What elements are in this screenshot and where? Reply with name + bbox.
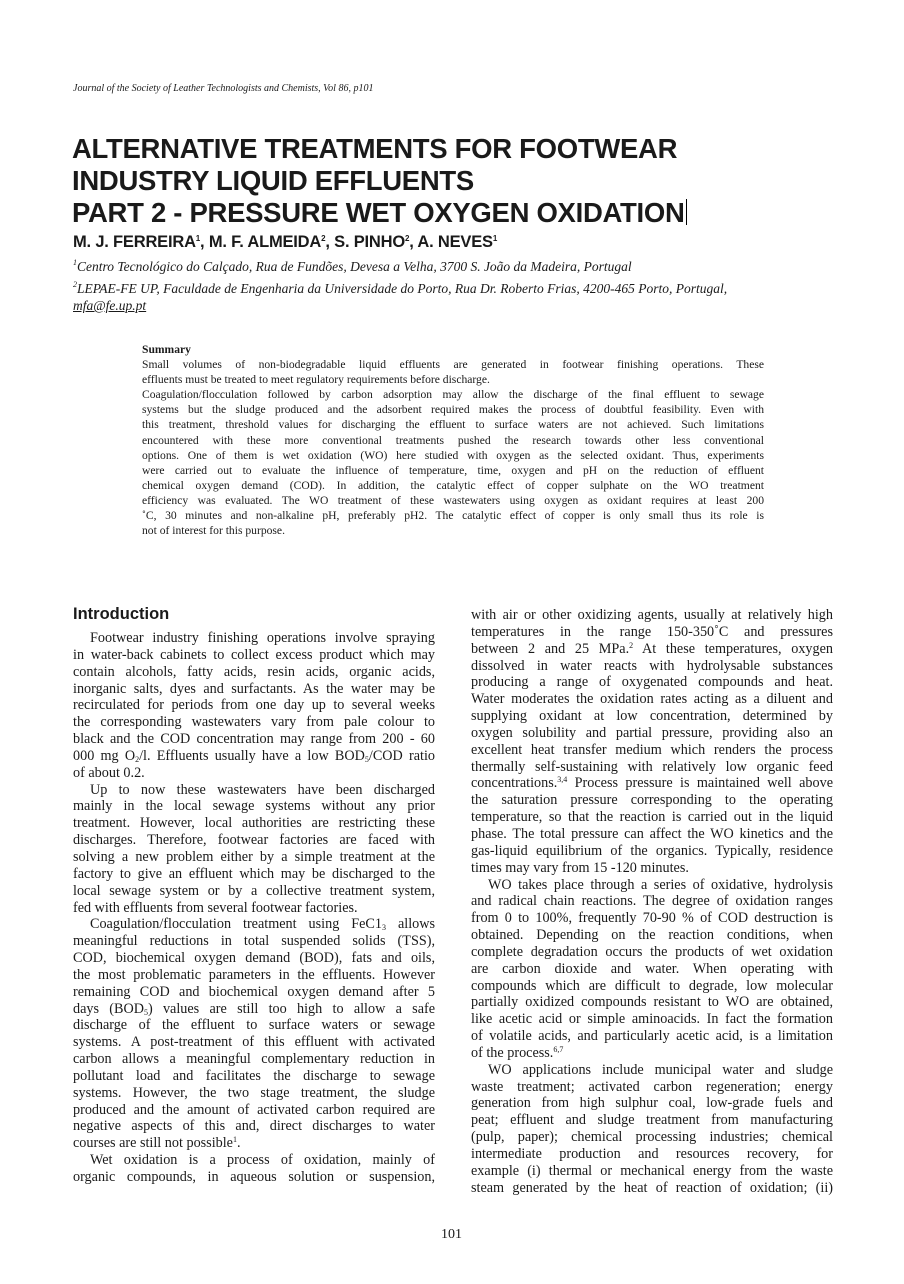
text-line bbox=[471, 1079, 833, 1096]
text-line bbox=[471, 1146, 833, 1163]
text-segment: of the process. bbox=[471, 1044, 554, 1061]
text-segment: systems. A post-treatment of this effluent with activated bbox=[73, 1034, 435, 1051]
text-cursor bbox=[686, 199, 687, 225]
author-list bbox=[73, 233, 497, 252]
text-line bbox=[73, 798, 435, 815]
text-line bbox=[73, 1017, 435, 1034]
text-segment: pollutant load and facilitates the discharge to sewage bbox=[73, 1067, 435, 1084]
text-line bbox=[73, 900, 435, 917]
text-line bbox=[73, 1169, 435, 1186]
text-segment: courses are still not possible bbox=[73, 1135, 233, 1152]
paper-title bbox=[72, 133, 687, 229]
text-segment: . bbox=[236, 1135, 241, 1152]
text-segment: days (BOD bbox=[73, 1000, 144, 1017]
text-segment: /COD ratio bbox=[368, 747, 435, 764]
text-line bbox=[73, 731, 435, 748]
author-separator: , bbox=[409, 233, 418, 251]
summary-line: chemical oxygen demand (COD). In addition, the catalytic effect of copper sulphate on the WO treatment bbox=[142, 478, 764, 492]
author-separator: , bbox=[325, 233, 335, 251]
text-line bbox=[73, 849, 435, 866]
text-line bbox=[73, 714, 435, 731]
text-segment: thermally self-sustaining with relatively low organic feed bbox=[471, 758, 833, 775]
text-line bbox=[471, 691, 833, 708]
text-line bbox=[73, 765, 435, 782]
text-segment: mainly in the local sewage systems without any prior bbox=[73, 798, 435, 815]
text-segment: obtained. Depending on the reaction conditions, when bbox=[471, 927, 833, 944]
summary-line: efficiency was evaluated. The WO treatment of these wastewaters using oxygen as oxidant requires at least 200 bbox=[142, 493, 764, 507]
text-segment: waste treatment; activated carbon regeneration; energy bbox=[471, 1078, 833, 1095]
text-segment: compounds which are difficult to degrade, low molecular bbox=[471, 977, 833, 994]
text-line bbox=[471, 1112, 833, 1129]
summary-line: this treatment, threshold values for discharging the effluent to surface waters are not achieved. Such limitations bbox=[142, 418, 764, 432]
text-segment: fed with effluents from several footwear factories. bbox=[73, 899, 358, 916]
right-column bbox=[471, 607, 833, 1197]
text-segment: like acetic acid or simple aminoacids. In fact the formation bbox=[471, 1011, 833, 1028]
author-separator: , bbox=[200, 233, 209, 251]
text-line bbox=[73, 1118, 435, 1135]
text-segment: WO applications include municipal water and sludge bbox=[488, 1061, 833, 1078]
text-segment: recirculated for periods from one day up to several weeks bbox=[73, 697, 435, 714]
text-segment: remaining COD and biochemical oxygen demand after 5 bbox=[73, 983, 435, 1000]
summary-section bbox=[142, 342, 764, 538]
left-column bbox=[73, 604, 435, 1186]
text-segment: of volatile acids, and particularly acetic acid, is a limitation bbox=[471, 1028, 833, 1045]
superscript-citation: 6,7 bbox=[553, 1044, 564, 1054]
text-segment: excellent heat transfer medium which renders the process bbox=[471, 741, 833, 758]
title-line: ALTERNATIVE TREATMENTS FOR FOOTWEAR bbox=[72, 133, 678, 164]
author bbox=[334, 233, 417, 251]
journal-header: Journal of the Society of Leather Technologists and Chemists, Vol 86, p101 bbox=[73, 83, 374, 94]
text-line bbox=[471, 775, 833, 792]
text-segment: systems. However, the two stage treatment, the sludge bbox=[73, 1084, 435, 1101]
text-segment: with air or other oxidizing agents, usually at relatively high bbox=[471, 607, 833, 623]
author-name: M. J. FERREIRA bbox=[73, 233, 196, 251]
affiliation-mark: 2 bbox=[404, 234, 410, 243]
text-segment: Footwear industry finishing operations involve spraying bbox=[90, 630, 435, 646]
text-segment: /l. Effluents usually have a low BOD bbox=[139, 747, 365, 764]
text-segment: oxygen solubility and partial pressure, providing also an bbox=[471, 724, 833, 741]
summary-line: not of interest for this purpose. bbox=[142, 524, 285, 538]
text-segment: temperatures in the range 150-350˚C and pressures bbox=[471, 623, 833, 640]
author-name: M. F. ALMEIDA bbox=[208, 233, 322, 251]
text-line bbox=[471, 624, 833, 641]
text-line bbox=[73, 1034, 435, 1051]
text-line bbox=[471, 944, 833, 961]
text-segment: inorganic salts, dyes and surfactants. As the water may be bbox=[73, 680, 435, 697]
text-line bbox=[471, 658, 833, 675]
text-line bbox=[73, 832, 435, 849]
text-line bbox=[471, 1095, 833, 1112]
text-segment: allows bbox=[386, 916, 436, 933]
left-column-body bbox=[73, 630, 435, 1186]
text-segment: example (i) thermal or mechanical energy from the waste bbox=[471, 1162, 833, 1179]
summary-line: options. One of them is wet oxidation (WO) here studied with oxygen as the selected oxidant. Thus, experiments bbox=[142, 448, 764, 462]
text-segment: organic compounds, in aqueous solution or suspension, bbox=[73, 1169, 435, 1185]
text-segment: are carbon dioxide and water. When operating with bbox=[471, 960, 833, 977]
text-segment: intermediate production and resources recovery, for bbox=[471, 1146, 833, 1162]
text-line bbox=[471, 809, 833, 826]
text-line bbox=[73, 984, 435, 1001]
text-line bbox=[73, 866, 435, 883]
text-segment: 000 mg O bbox=[73, 747, 136, 764]
text-line bbox=[471, 927, 833, 944]
text-segment: discharges. Therefore, footwear factories are faced with bbox=[73, 832, 435, 849]
email-link[interactable]: mfa@fe.up.pt bbox=[73, 298, 147, 313]
author-name: S. PINHO bbox=[334, 233, 405, 251]
text-line bbox=[471, 910, 833, 927]
text-line bbox=[73, 697, 435, 714]
title-line bbox=[72, 197, 687, 229]
text-segment: At these temperatures, oxygen bbox=[633, 640, 833, 657]
text-segment: temperature, so that the reaction is carried out in the liquid bbox=[471, 809, 833, 826]
summary-line: were carried out to evaluate the influence of temperature, time, oxygen and pH on the reduction of effluent bbox=[142, 463, 764, 477]
summary-line: encountered with these more conventional treatments pushed the research towards other less conventional bbox=[142, 433, 764, 447]
text-line bbox=[73, 782, 435, 799]
text-line bbox=[471, 1163, 833, 1180]
text-segment: peat; effluent and sludge treatment from manufacturing bbox=[471, 1112, 833, 1129]
text-line bbox=[73, 1102, 435, 1119]
text-segment: factory to give an effluent which may be discharged to the bbox=[73, 865, 435, 882]
subscript: 5 bbox=[143, 1007, 148, 1017]
text-line bbox=[73, 748, 435, 765]
text-segment: from 0 to 100%, frequently 70-90 % of COD destruction is bbox=[471, 910, 833, 927]
text-segment: gas-liquid equilibrium of the organics. Typically, residence bbox=[471, 842, 833, 859]
text-segment: contain alcohols, fatty acids, resin acids, organic acids, bbox=[73, 663, 435, 680]
text-line bbox=[471, 860, 833, 877]
text-line bbox=[471, 961, 833, 978]
affiliation-1 bbox=[73, 259, 632, 275]
affiliation-mark: 2 bbox=[73, 280, 77, 289]
text-line bbox=[471, 1180, 833, 1197]
text-line bbox=[471, 759, 833, 776]
text-segment: the most problematic parameters in the effluents. However bbox=[73, 966, 435, 983]
text-line bbox=[471, 893, 833, 910]
affiliation-mark: 1 bbox=[195, 234, 201, 243]
text-line bbox=[471, 994, 833, 1011]
superscript-citation: 2 bbox=[629, 640, 634, 650]
text-line bbox=[73, 967, 435, 984]
text-segment: between 2 and 25 MPa. bbox=[471, 640, 630, 657]
text-segment: producing a range of oxygenated compounds and heat. bbox=[471, 674, 833, 691]
affiliation-mark: 1 bbox=[492, 234, 498, 243]
text-segment: carbon allows a meaningful complementary reduction in bbox=[73, 1051, 435, 1068]
text-line bbox=[471, 792, 833, 809]
page-number: 101 bbox=[441, 1227, 462, 1242]
text-line bbox=[73, 1068, 435, 1085]
text-line bbox=[471, 826, 833, 843]
text-segment: Coagulation/flocculation treatment using FeC1 bbox=[90, 916, 382, 933]
text-line bbox=[73, 883, 435, 900]
text-line bbox=[73, 950, 435, 967]
text-line bbox=[73, 664, 435, 681]
text-line bbox=[471, 1011, 833, 1028]
text-line bbox=[471, 742, 833, 759]
affiliation-2 bbox=[73, 281, 727, 297]
text-line bbox=[73, 647, 435, 664]
text-segment: the saturation pressure corresponding to the operating bbox=[471, 792, 833, 809]
text-segment: solving a new problem either by a simple treatment at the bbox=[73, 848, 435, 865]
author bbox=[73, 233, 209, 251]
text-line bbox=[73, 630, 435, 647]
author bbox=[209, 233, 334, 251]
text-line bbox=[471, 978, 833, 995]
text-segment: times may vary from 15 -120 minutes. bbox=[471, 859, 689, 876]
section-heading-introduction: Introduction bbox=[73, 605, 170, 623]
superscript-citation: 3,4 bbox=[557, 775, 568, 785]
author bbox=[417, 233, 497, 251]
title-line-text: PART 2 - PRESSURE WET OXYGEN OXIDATION bbox=[72, 197, 685, 228]
summary-line: ˚C, 30 minutes and non-alkaline pH, preferably pH2. The catalytic effect of copper is only small thus its role is bbox=[142, 509, 764, 523]
text-line bbox=[471, 1045, 833, 1062]
summary-line: systems but the sludge produced and the adsorbent required makes the process of doubtful feasibility. Even with bbox=[142, 403, 764, 417]
text-segment: (pulp, paper); chemical processing industries; chemical bbox=[471, 1129, 833, 1146]
text-line bbox=[471, 877, 833, 894]
text-line bbox=[471, 708, 833, 725]
text-segment: Up to now these wastewaters have been discharged bbox=[90, 781, 435, 798]
affiliation-mark: 2 bbox=[321, 234, 326, 243]
subscript: 2 bbox=[135, 754, 140, 764]
text-line bbox=[73, 916, 435, 933]
text-segment: dissolved in water reacts with hydrolysable substances bbox=[471, 657, 833, 674]
text-segment: local sewage system or by a collective treatment system, bbox=[73, 882, 435, 899]
summary-body bbox=[142, 357, 764, 538]
text-segment: generation from high sulphur coal, low-grade fuels and bbox=[471, 1095, 833, 1112]
text-segment: ) values are still too high to allow a safe bbox=[147, 1000, 436, 1017]
text-segment: supplying oxidant at low concentration, determined by bbox=[471, 708, 833, 725]
text-segment: discharge of the effluent to surface waters or sewage bbox=[73, 1017, 435, 1034]
text-segment: meaningful reductions in total suspended solids (TSS), bbox=[73, 933, 435, 950]
subscript: 5 bbox=[364, 754, 369, 764]
right-column-body bbox=[471, 607, 833, 1197]
text-segment: Process pressure is maintained well above bbox=[567, 775, 833, 792]
text-segment: black and the COD concentration may range from 200 - 60 bbox=[73, 731, 435, 748]
subscript: 3 bbox=[382, 923, 386, 933]
summary-line: Coagulation/flocculation followed by carbon adsorption may allow the discharge of the final effluent to sewage bbox=[142, 388, 764, 402]
text-line bbox=[73, 1051, 435, 1068]
text-segment: concentrations. bbox=[471, 775, 558, 792]
affiliation-text: LEPAE-FE UP, Faculdade de Engenharia da Universidade do Porto, Rua Dr. Roberto Frias, 4200-465 Porto, Portugal, bbox=[77, 281, 728, 296]
text-line bbox=[73, 933, 435, 950]
text-segment: phase. The total pressure can affect the WO kinetics and the bbox=[471, 825, 833, 842]
text-segment: steam generated by the heat of reaction of oxidation; (ii) bbox=[471, 1179, 833, 1196]
text-segment: in water-back cabinets to collect excess product which may bbox=[73, 646, 435, 663]
text-line bbox=[73, 1152, 435, 1169]
text-line bbox=[73, 681, 435, 698]
title-line: INDUSTRY LIQUID EFFLUENTS bbox=[72, 165, 474, 196]
text-line bbox=[471, 1129, 833, 1146]
text-segment: negative aspects of this and, direct discharges to water bbox=[73, 1118, 435, 1135]
text-line bbox=[471, 1062, 833, 1079]
text-segment: the corresponding wastewaters vary from pale colour to bbox=[73, 714, 435, 731]
text-line bbox=[73, 1135, 435, 1152]
text-segment: WO takes place through a series of oxidative, hydrolysis bbox=[488, 876, 833, 893]
text-line bbox=[471, 641, 833, 658]
text-line bbox=[73, 1085, 435, 1102]
affiliation-text: Centro Tecnológico do Calçado, Rua de Fundões, Devesa a Velha, 3700 S. João da Madeira, Portugal bbox=[77, 259, 632, 274]
text-line bbox=[471, 1028, 833, 1045]
text-line bbox=[471, 843, 833, 860]
summary-heading: Summary bbox=[142, 343, 191, 356]
text-segment: Water moderates the oxidation rates acting as a diluent and bbox=[471, 691, 833, 708]
text-segment: and radical chain reactions. The degree of oxidation ranges bbox=[471, 893, 833, 910]
text-line bbox=[471, 607, 833, 624]
text-line bbox=[471, 725, 833, 742]
summary-line: effluents must be treated to meet regulatory requirements before discharge. bbox=[142, 373, 490, 387]
summary-line: Small volumes of non-biodegradable liquid effluents are generated in footwear finishing operations. These bbox=[142, 358, 764, 372]
text-line bbox=[73, 1001, 435, 1018]
text-segment: treatment. However, local authorities are restricting these bbox=[73, 815, 435, 832]
text-segment: complete degradation occurs the products of wet oxidation bbox=[471, 943, 833, 960]
superscript-citation: 1 bbox=[232, 1135, 237, 1145]
text-segment: partially oxidized compounds resistant to WO are obtained, bbox=[471, 994, 833, 1011]
text-line bbox=[73, 815, 435, 832]
text-segment: of about 0.2. bbox=[73, 764, 145, 781]
affiliation-mark: 1 bbox=[73, 258, 77, 267]
text-segment: Wet oxidation is a process of oxidation, mainly of bbox=[90, 1152, 435, 1169]
text-segment: COD, biochemical oxygen demand (BOD), fats and oils, bbox=[73, 950, 435, 967]
text-line bbox=[471, 674, 833, 691]
text-segment: produced and the amount of activated carbon required are bbox=[73, 1101, 435, 1118]
author-name: A. NEVES bbox=[417, 233, 493, 251]
